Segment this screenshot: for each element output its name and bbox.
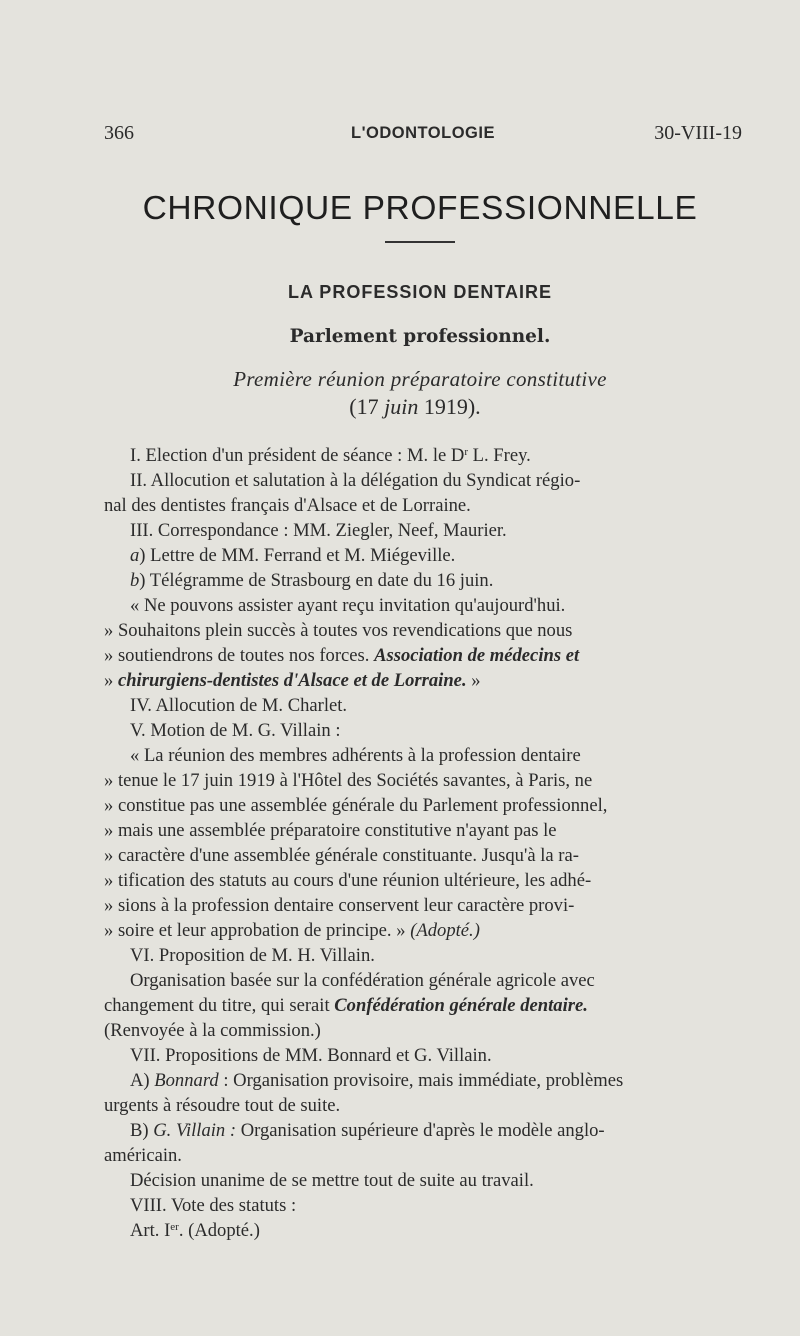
article-line: Art. Ier. (Adopté.): [130, 1220, 260, 1241]
quote-line: » soutiendrons de toutes nos forces. Association de médecins et: [104, 645, 580, 666]
motion-line: » constitue pas une assemblée générale du Parlement professionnel,: [104, 795, 608, 816]
motion-line: » caractère d'une assemblée générale constituante. Jusqu'à la ra-: [104, 845, 579, 866]
text-line: urgents à résoudre tout de suite.: [104, 1095, 341, 1116]
motion-line: » mais une assemblée préparatoire constitutive n'ayant pas le: [104, 820, 557, 841]
proposal-a: A) Bonnard : Organisation provisoire, mais immédiate, problèmes: [130, 1070, 624, 1091]
motion-line: « La réunion des membres adhérents à la profession dentaire: [130, 745, 581, 766]
agenda-item-7: VII. Propositions de MM. Bonnard et G. Villain.: [130, 1045, 492, 1066]
agenda-item-4: IV. Allocution de M. Charlet.: [130, 695, 348, 716]
meeting-title: Première réunion préparatoire constitutive: [233, 367, 607, 391]
title-divider: [385, 241, 455, 243]
text-line: américain.: [104, 1145, 182, 1166]
quote-line: « Ne pouvons assister ayant reçu invitation qu'aujourd'hui.: [130, 595, 566, 616]
subsection-title: Parlement professionnel.: [289, 326, 551, 347]
decision-line: Décision unanime de se mettre tout de suite au travail.: [130, 1170, 534, 1191]
motion-line: » sions à la profession dentaire conservent leur caractère provi-: [104, 895, 575, 916]
running-header: [104, 122, 742, 152]
quote-line: » chirurgiens-dentistes d'Alsace et de Lorraine. »: [104, 670, 481, 691]
journal-title: L'ODONTOLOGIE: [351, 124, 495, 142]
text-line: Organisation basée sur la confédération générale agricole avec: [130, 970, 595, 991]
text-line: nal des dentistes français d'Alsace et de Lorraine.: [104, 495, 471, 516]
issue-date: 30-VIII-19: [654, 122, 742, 144]
text-line: (Renvoyée à la commission.): [104, 1020, 321, 1041]
agenda-item-3: III. Correspondance : MM. Ziegler, Neef, Maurier.: [130, 520, 507, 541]
proposal-b: B) G. Villain : Organisation supérieure d'après le modèle anglo-: [130, 1120, 605, 1141]
chronicle-title: CHRONIQUE PROFESSIONNELLE: [142, 190, 698, 227]
motion-line: » soire et leur approbation de principe. » (Adopté.): [104, 920, 480, 941]
motion-line: » tification des statuts au cours d'une réunion ultérieure, les adhé-: [104, 870, 592, 891]
agenda-item-5: V. Motion de M. G. Villain :: [130, 720, 341, 741]
telegram-line: b) Télégramme de Strasbourg en date du 16 juin.: [130, 570, 494, 591]
meeting-date: (17 juin 1919).: [349, 394, 481, 419]
section-title: LA PROFESSION DENTAIRE: [287, 282, 552, 302]
letter-line: a) Lettre de MM. Ferrand et M. Miégeville.: [130, 545, 456, 566]
agenda-item-2: II. Allocution et salutation à la délégation du Syndicat régio-: [130, 470, 581, 491]
page-number: 366: [104, 122, 134, 144]
quote-line: » Souhaitons plein succès à toutes vos revendications que nous: [104, 620, 573, 641]
agenda-item-8: VIII. Vote des statuts :: [130, 1195, 297, 1216]
agenda-item-1: I. Election d'un président de séance : M. le $D^r$ L. Frey.: [130, 445, 531, 466]
agenda-item-6: VI. Proposition de M. H. Villain.: [130, 945, 375, 966]
motion-line: » tenue le 17 juin 1919 à l'Hôtel des Sociétés savantes, à Paris, ne: [104, 770, 593, 791]
text-line: changement du titre, qui serait Confédération générale dentaire.: [104, 995, 588, 1016]
